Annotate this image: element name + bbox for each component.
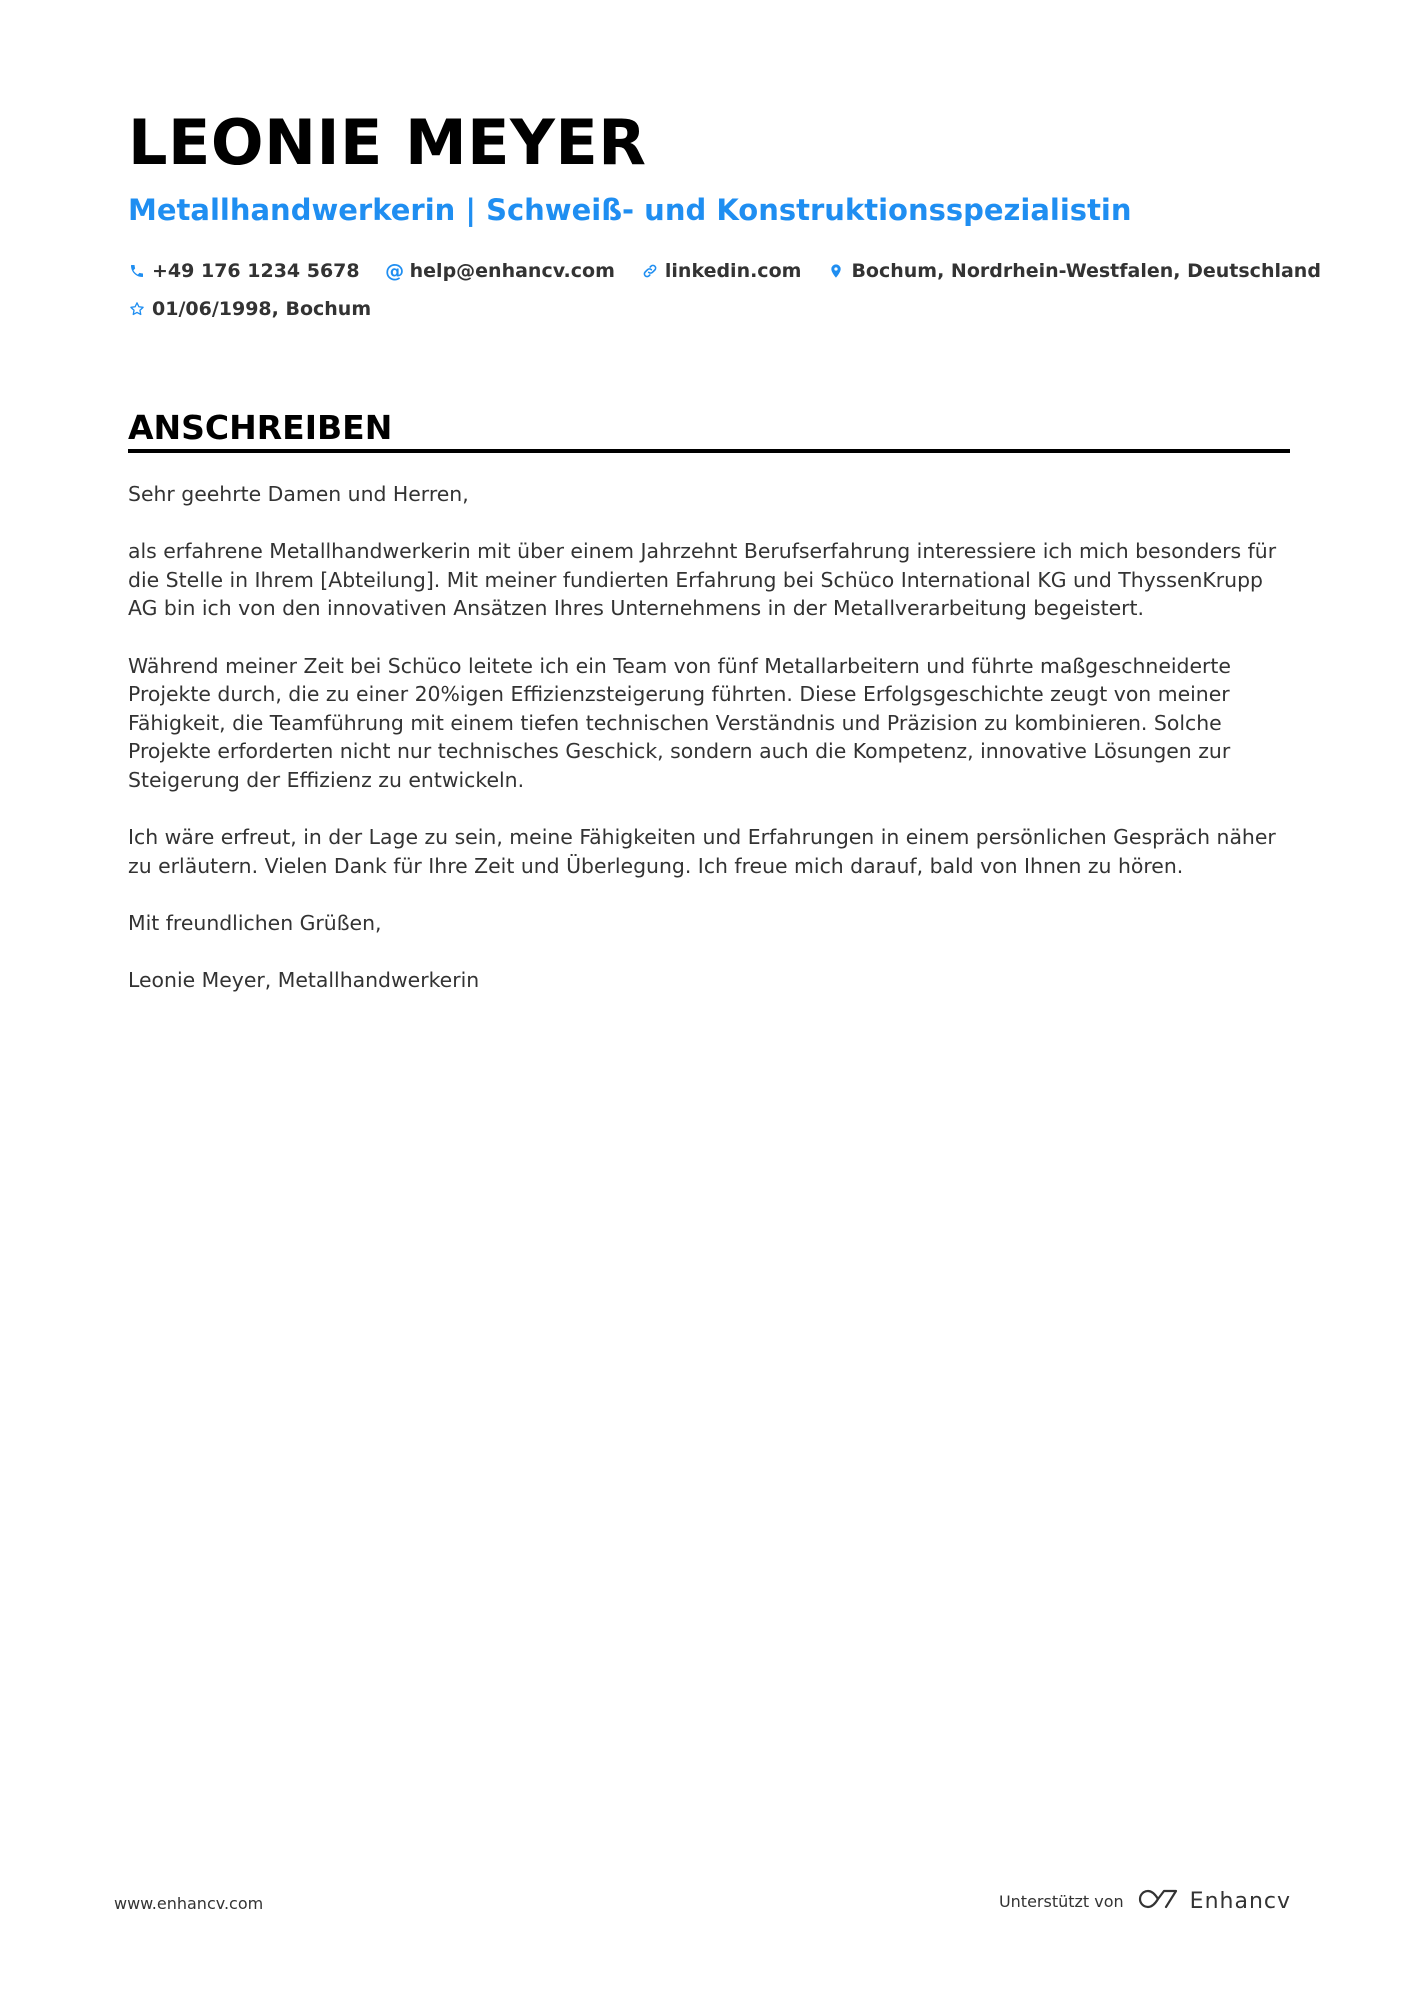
signature: Leonie Meyer, Metallhandwerkerin [128, 968, 480, 993]
star-icon [128, 300, 146, 318]
contact-email[interactable] [386, 260, 615, 282]
linkedin-text: linkedin.com [664, 260, 802, 282]
contact-phone [128, 260, 360, 282]
email-text: help@enhancv.com [409, 260, 615, 282]
enhancv-logo-icon [1136, 1886, 1182, 1916]
link-icon [641, 262, 659, 280]
phone-icon [128, 262, 146, 280]
paragraph-3: Ich wäre erfreut, in der Lage zu sein, meine Fähigkeiten und Erfahrungen in einem persönlichen Gespräch näher zu erläutern. Vielen Dank für Ihre Zeit und Überlegung. Ich freue mich darauf, bald von Ihnen zu hören. [128, 825, 1276, 878]
at-icon: @ [385, 260, 405, 282]
section-title: ANSCHREIBEN [128, 408, 393, 447]
birth-text: 01/06/1998, Bochum [152, 298, 372, 320]
location-pin-icon [827, 262, 845, 280]
contact-row-2 [128, 290, 1298, 328]
location-text: Bochum, Nordrhein-Westfalen, Deutschland [851, 260, 1321, 282]
salutation: Sehr geehrte Damen und Herren, [128, 482, 469, 506]
job-headline: Metallhandwerkerin | Schweiß- und Konstruktionsspezialistin [128, 193, 1132, 227]
powered-by-label: Unterstützt von [998, 1891, 1124, 1911]
contact-birth [128, 298, 371, 320]
contact-row-1 [128, 252, 1321, 290]
contact-location [827, 260, 1321, 282]
brand-name: Enhancv [1189, 1888, 1291, 1914]
contact-linkedin[interactable] [641, 260, 802, 282]
section-divider [128, 449, 1290, 453]
paragraph-2: Während meiner Zeit bei Schüco leitete ich ein Team von fünf Metallarbeitern und führte maßgeschneiderte Projekte durch, die zu einer 20%igen Effizienzsteigerung führten. Diese Erfolgsgeschichte zeugt von meiner Fähigkeit, die Teamführung mit einem tiefen technischen Verständnis und Präzision zu kombinieren. Solche Projekte erforderten nicht nur technisches Geschick, sondern auch die Kompetenz, innovative Lösungen zur Steigerung der Effizienz zu entwickeln. [128, 653, 1231, 792]
footer-website[interactable]: www.enhancv.com [114, 1894, 264, 1913]
paragraph-1: als erfahrene Metallhandwerkerin mit über einem Jahrzehnt Berufserfahrung interessiere ich mich besonders für die Stelle in Ihrem [Abteilung]. Mit meiner fundierten Erfahrung bei Schüco International KG und ThyssenKrupp AG bin ich von den innovativen Ansätzen Ihres Unternehmens in der Metallverarbeitung begeistert. [128, 539, 1277, 621]
contact-info [128, 252, 1321, 328]
letter-body [128, 480, 1298, 1023]
phone-text: +49 176 1234 5678 [152, 260, 360, 282]
footer-branding[interactable] [999, 1886, 1291, 1916]
applicant-name: LEONIE MEYER [128, 106, 647, 179]
closing: Mit freundlichen Grüßen, [128, 910, 382, 935]
